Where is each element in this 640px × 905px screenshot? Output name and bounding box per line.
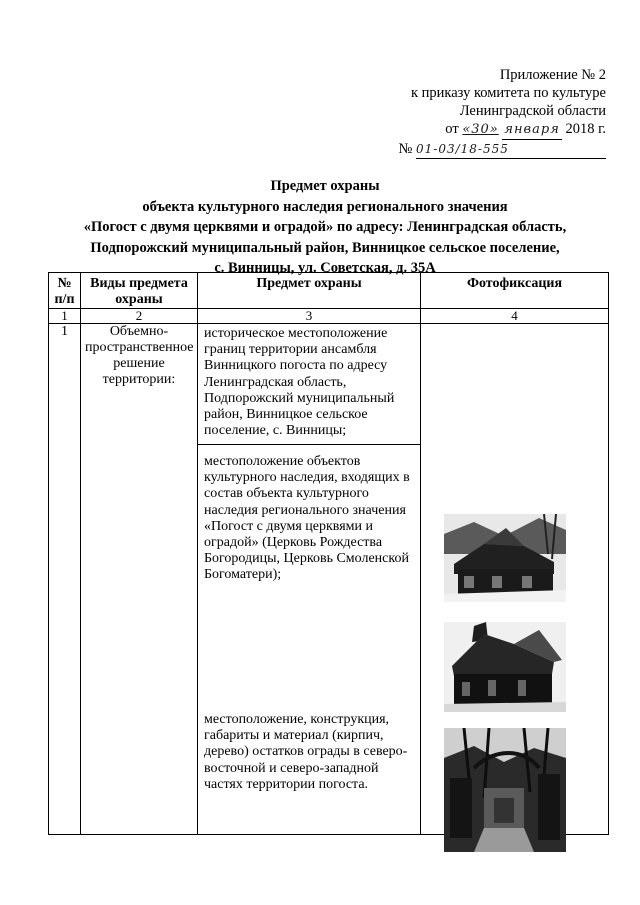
date-day-handwritten: «30»	[462, 122, 499, 137]
row-num: 1	[49, 324, 81, 835]
header-num: № п/п	[49, 273, 81, 309]
appendix-line-3: Ленинградской области	[459, 103, 606, 119]
column-number-4: 4	[421, 309, 609, 324]
number-handwritten: 01-03/18-555	[416, 140, 606, 159]
title-line-4: Подпорожский муниципальный район, Винницкое сельское поселение,	[90, 239, 560, 256]
subject-item-3: местоположение, конструкция, габариты и материал (кирпич, дерево) остатков ограды в северо-восточной и северо-западной частях территории погоста.	[204, 712, 408, 792]
subject-divider	[197, 444, 421, 445]
appendix-number	[346, 140, 606, 159]
header-photo: Фотофиксация	[421, 273, 609, 309]
appendix-line-1: Приложение № 2	[499, 67, 606, 83]
photo-church-2	[444, 622, 566, 712]
date-year: 2018 г.	[565, 121, 606, 137]
table-row	[49, 324, 609, 835]
title-line-5: с. Винницы, ул. Советская, д. 35А	[214, 260, 436, 276]
appendix-line-2: к приказу комитета по культуре	[410, 85, 606, 101]
date-prefix: от	[445, 121, 459, 137]
document-title	[40, 176, 610, 279]
title-line-3: «Погост с двумя церквями и оградой» по адресу: Ленинградская область,	[83, 219, 567, 235]
church-photo-2-image	[444, 622, 566, 712]
subject-item-2: местоположение объектов культурного наследия, входящих в состав объекта культурного наследия регионального значения «Погост с двумя церквями и оградой» (Церковь Рождества Богородицы, Церковь Смоленской Богоматери);	[204, 454, 410, 583]
table-header-row	[49, 273, 609, 309]
photo-fence-ruins	[444, 728, 566, 852]
photo-church-1	[444, 514, 566, 602]
header-kind: Виды предмета охраны	[81, 273, 198, 309]
appendix-date	[346, 120, 606, 140]
column-number-3: 3	[198, 309, 421, 324]
protection-subject-table	[48, 272, 609, 835]
row-subject	[198, 324, 421, 835]
column-number-2: 2	[81, 309, 198, 324]
fence-photo-image	[444, 728, 566, 852]
row-kind: Объемно-пространственное решение территории:	[81, 324, 198, 835]
number-prefix: №	[398, 141, 413, 157]
header-subject: Предмет охраны	[198, 273, 421, 309]
subject-item-1: историческое местоположение границ территории ансамбля Винницкого погоста по адресу Ленинградская область, Подпорожский муниципальный район, Винницкое сельское поселение, с. Винницы;	[204, 326, 395, 439]
church-photo-1-image	[444, 514, 566, 602]
column-number-row	[49, 309, 609, 324]
appendix-header	[346, 66, 606, 159]
title-line-2: объекта культурного наследия регионального значения	[142, 198, 508, 215]
date-month-handwritten: января	[502, 121, 561, 140]
column-number-1: 1	[49, 309, 81, 324]
row-photos	[421, 324, 609, 835]
title-line-1: Предмет охраны	[270, 178, 380, 194]
